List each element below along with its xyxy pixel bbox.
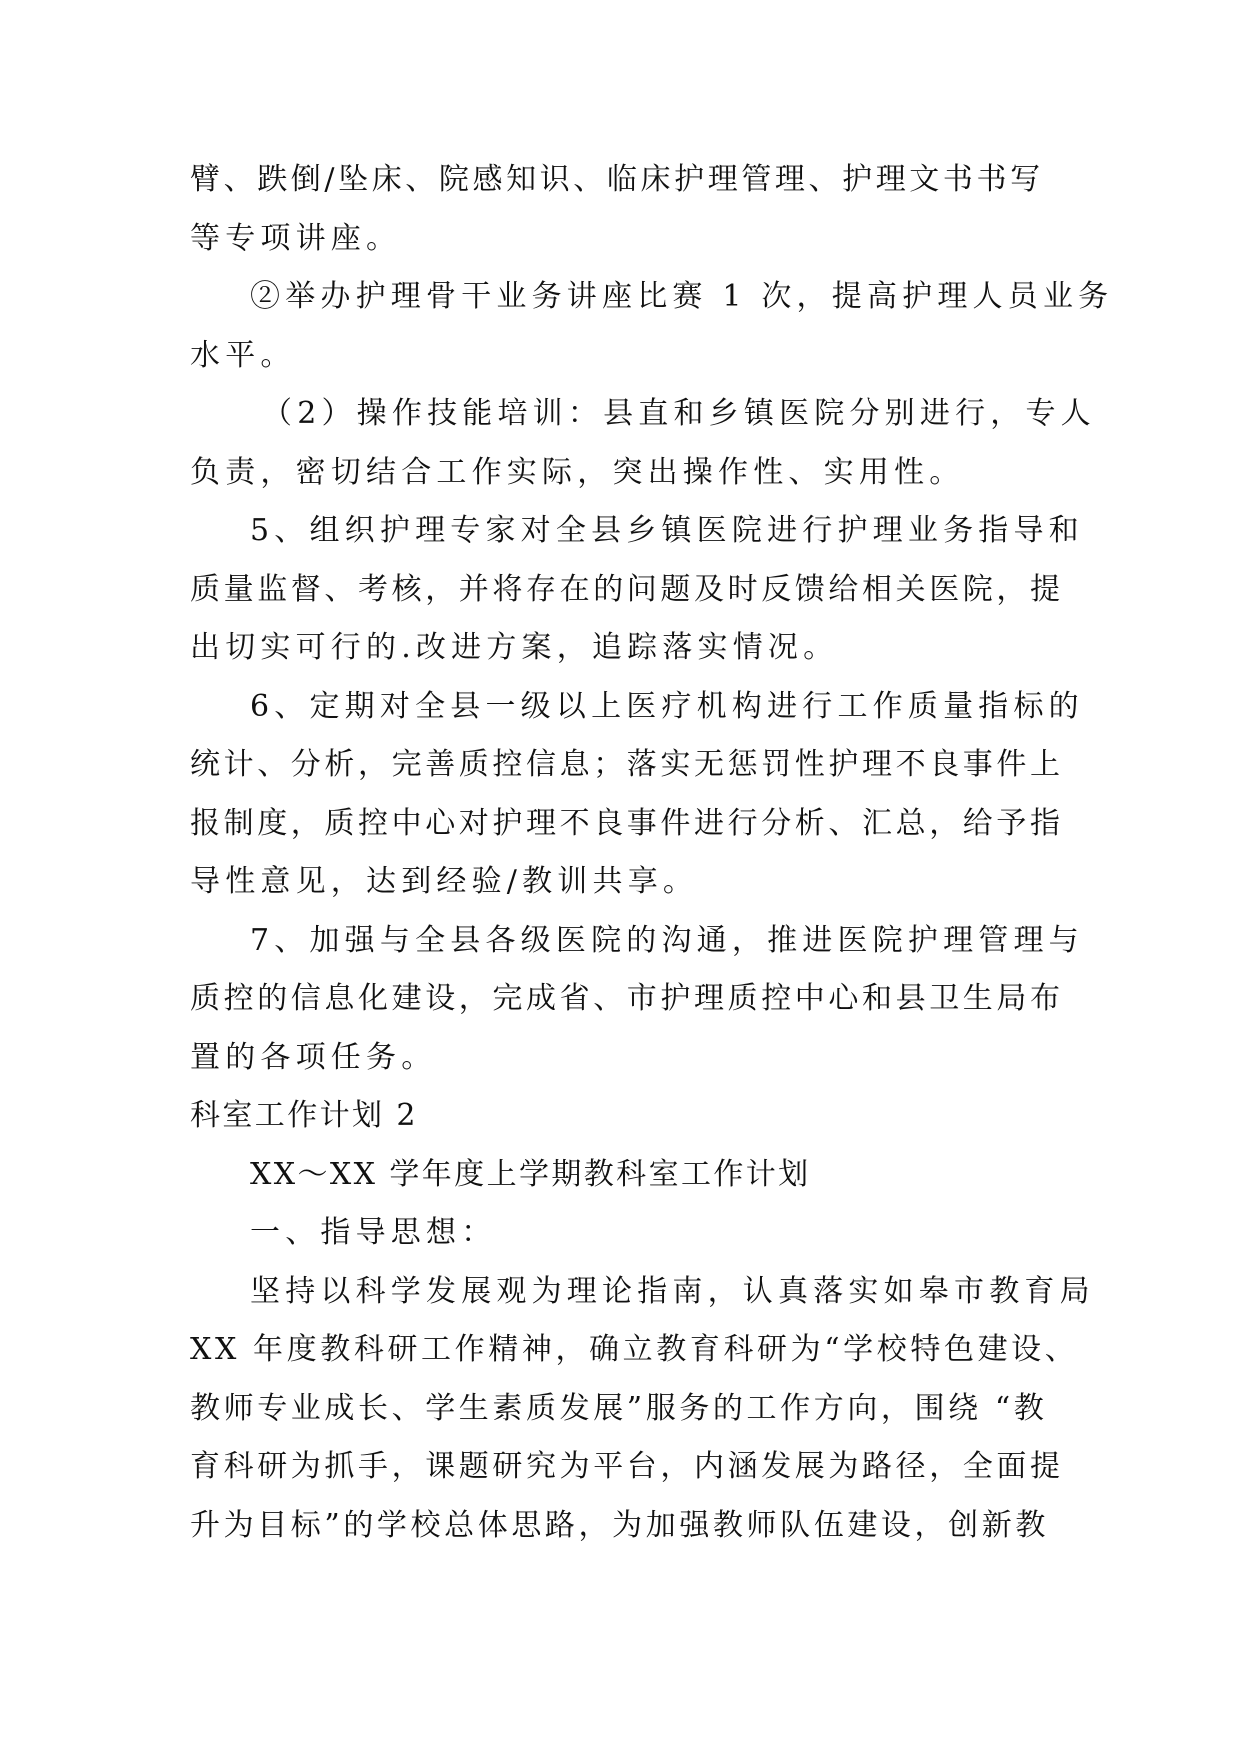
text-line: 统计、分析，完善质控信息；落实无惩罚性护理不良事件上 (190, 747, 1064, 782)
plan-title: XX～XX 学年度上学期教科室工作计划 (250, 1156, 811, 1192)
text-line: 导性意见，达到经验/教训共享。 (190, 864, 699, 899)
text-line: 等专项讲座。 (190, 220, 402, 256)
text-line: 出切实可行的.改进方案，追踪落实情况。 (190, 630, 839, 665)
text-line: 育科研为抓手，课题研究为平台，内涵发展为路径，全面提 (190, 1449, 1064, 1484)
document-body (190, 151, 1114, 1555)
section-subheading: 一、指导思想： (250, 1215, 497, 1250)
text-line: 7、加强与全县各级医院的沟通，推进医院护理管理与 (250, 922, 1084, 958)
text-line: 臂、跌倒/坠床、院感知识、临床护理管理、护理文书书写 (190, 162, 1044, 197)
text-line: XX 年度教科研工作精神，确立教育科研为“学校特色建设、 (190, 1332, 1079, 1367)
text-line: 教师专业成长、学生素质发展”服务的工作方向，围绕 “教 (190, 1390, 1048, 1426)
text-line: 质量监督、考核，并将存在的问题及时反馈给相关医院，提 (190, 571, 1064, 607)
text-line: 坚持以科学发展观为理论指南，认真落实如皋市教育局 (250, 1273, 1095, 1309)
text-line: 5、组织护理专家对全县乡镇医院进行护理业务指导和 (250, 513, 1084, 548)
text-line: 质控的信息化建设，完成省、市护理质控中心和县卫生局布 (190, 981, 1064, 1016)
text-line: 水平。 (190, 337, 296, 373)
text-line: 置的各项任务。 (190, 1039, 437, 1075)
text-line: 升为目标”的学校总体思路，为加强教师队伍建设，创新教 (190, 1507, 1049, 1543)
section-heading: 科室工作计划 2 (190, 1098, 418, 1133)
text-line: 6、定期对全县一级以上医疗机构进行工作质量指标的 (250, 688, 1084, 724)
text-line: （2）操作技能培训：县直和乡镇医院分别进行，专人 (262, 396, 1096, 431)
text-line: 负责，密切结合工作实际，突出操作性、实用性。 (190, 454, 965, 490)
text-line: ②举办护理骨干业务讲座比赛 1 次，提高护理人员业务 (250, 279, 1114, 314)
text-line: 报制度，质控中心对护理不良事件进行分析、汇总，给予指 (190, 805, 1064, 841)
